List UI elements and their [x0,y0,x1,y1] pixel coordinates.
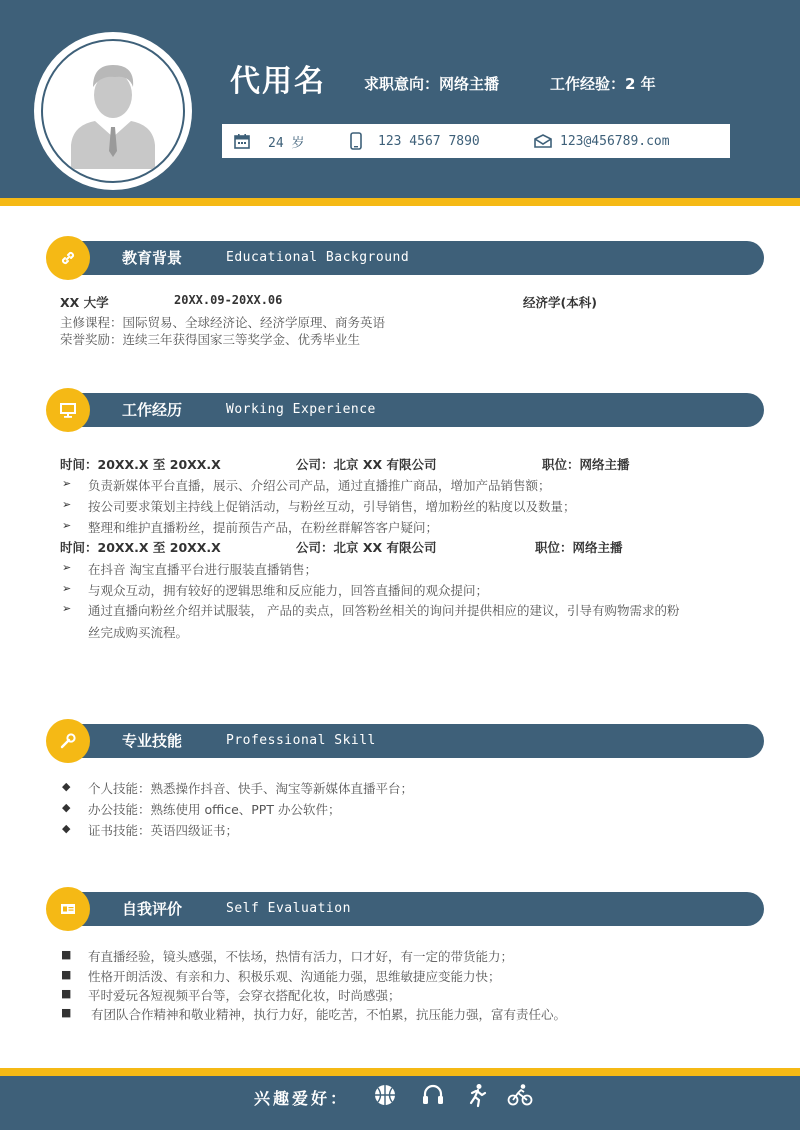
monitor-icon [59,401,77,419]
section-subtitle: Professional Skill [226,733,376,748]
list-item: 通过直播向粉丝介绍并试服装， 产品的卖点，回答粉丝相关的询问并提供相应的建议，引导有购物需求的粉 [88,603,680,618]
list-item: 平时爱玩各短视频平台等，会穿衣搭配化妆，时尚感强； [88,988,401,1003]
job-time: 时间：20XX.X 至 20XX.X [60,540,221,555]
job-company: 公司：北京 XX 有限公司 [296,457,437,472]
arrow-bullet-icon: ➢ [62,477,72,490]
diamond-bullet-icon: ◆ [62,801,71,814]
person-avatar-icon [43,41,183,181]
major: 经济学(本科) [523,295,597,310]
list-item: 按公司要求策划主持线上促销活动，与粉丝互动，引导销售，增加粉丝的粘度以及数量； [88,499,576,514]
contact-bar [222,124,730,158]
age-info [234,124,304,158]
list-item: 负责新媒体平台直播，展示、介绍公司产品，通过直播推广商品，增加产品销售额； [88,478,551,493]
square-bullet-icon: ■ [61,968,72,981]
section-header-education [50,241,764,275]
list-item: 在抖音 淘宝直播平台进行服装直播销售； [88,562,317,577]
wrench-icon [59,732,77,750]
mobile-phone-icon [350,132,362,150]
square-bullet-icon: ■ [61,1006,72,1019]
list-item: 办公技能：熟练使用 office、PPT 办公软件； [88,802,341,817]
list-item: 有团队合作精神和敬业精神，执行力好，能吃苦，不怕累，抗压能力强，富有责任心。 [91,1007,567,1022]
id-card-icon [59,900,77,918]
list-item: 个人技能：熟悉操作抖音、快手、淘宝等新媒体直播平台； [88,781,414,796]
section-icon-badge [46,719,90,763]
header-accent-strip [0,198,800,206]
diamond-bullet-icon: ◆ [62,822,71,835]
email-info [534,124,670,158]
arrow-bullet-icon: ➢ [62,519,72,532]
job-intent: 求职意向：网络主播 [364,75,500,93]
arrow-bullet-icon: ➢ [62,561,72,574]
list-item: 性格开朗活泼、有亲和力、积极乐观、沟通能力强，思维敏捷应变能力快； [88,969,501,984]
section-subtitle: Self Evaluation [226,901,351,916]
section-icon-badge [46,236,90,280]
section-subtitle: Working Experience [226,402,376,417]
envelope-icon [534,134,552,148]
section-header-skills [50,724,764,758]
arrow-bullet-icon: ➢ [62,602,72,615]
footer-accent-strip [0,1068,800,1076]
section-icon-badge [46,388,90,432]
section-title: 工作经历 [122,401,183,419]
footer-banner [0,1076,800,1130]
section-title: 自我评价 [122,900,183,918]
list-item: 有直播经验，镜头感强，不怯场，热情有活力，口才好，有一定的带货能力； [88,949,514,964]
age-text: 24 岁 [268,135,305,151]
phone-text: 123 4567 7890 [378,133,480,149]
arrow-bullet-icon: ➢ [62,582,72,595]
running-icon [464,1082,490,1108]
phone-info [350,124,480,158]
cycling-icon [507,1082,533,1108]
job-position: 职位：网络主播 [542,457,630,472]
section-title: 教育背景 [122,249,183,267]
hobbies-label: 兴趣爱好： [254,1089,350,1108]
candidate-name: 代用名 [230,64,326,99]
awards: 荣誉奖励：连续三年获得国家三等奖学金、优秀毕业生 [60,332,361,347]
list-item: 证书技能：英语四级证书； [88,823,239,838]
list-item-continuation: 丝完成购买流程。 [88,625,189,640]
basketball-icon [372,1082,398,1108]
job-company: 公司：北京 XX 有限公司 [296,540,437,555]
work-experience-years: 工作经验：2 年 [550,75,656,93]
education-period: 20XX.09-20XX.06 [174,293,283,307]
email-text: 123@456789.com [560,133,670,149]
square-bullet-icon: ■ [61,987,72,1000]
courses: 主修课程：国际贸易、全球经济论、经济学原理、商务英语 [60,315,386,330]
avatar [34,32,192,190]
list-item: 与观众互动，拥有较好的逻辑思维和反应能力，回答直播间的观众提问； [88,583,489,598]
section-icon-badge [46,887,90,931]
arrow-bullet-icon: ➢ [62,498,72,511]
square-bullet-icon: ■ [61,948,72,961]
list-item: 整理和维护直播粉丝，提前预告产品，在粉丝群解答客户疑问； [88,520,439,535]
job-time: 时间：20XX.X 至 20XX.X [60,457,221,472]
section-header-work [50,393,764,427]
diamond-bullet-icon: ◆ [62,780,71,793]
calendar-icon [234,133,250,149]
link-icon [59,249,77,267]
section-header-evaluation [50,892,764,926]
section-subtitle: Educational Background [226,250,410,265]
headphones-icon [420,1082,446,1108]
section-title: 专业技能 [122,732,183,750]
school-name: XX 大学 [60,295,109,310]
job-position: 职位：网络主播 [535,540,623,555]
